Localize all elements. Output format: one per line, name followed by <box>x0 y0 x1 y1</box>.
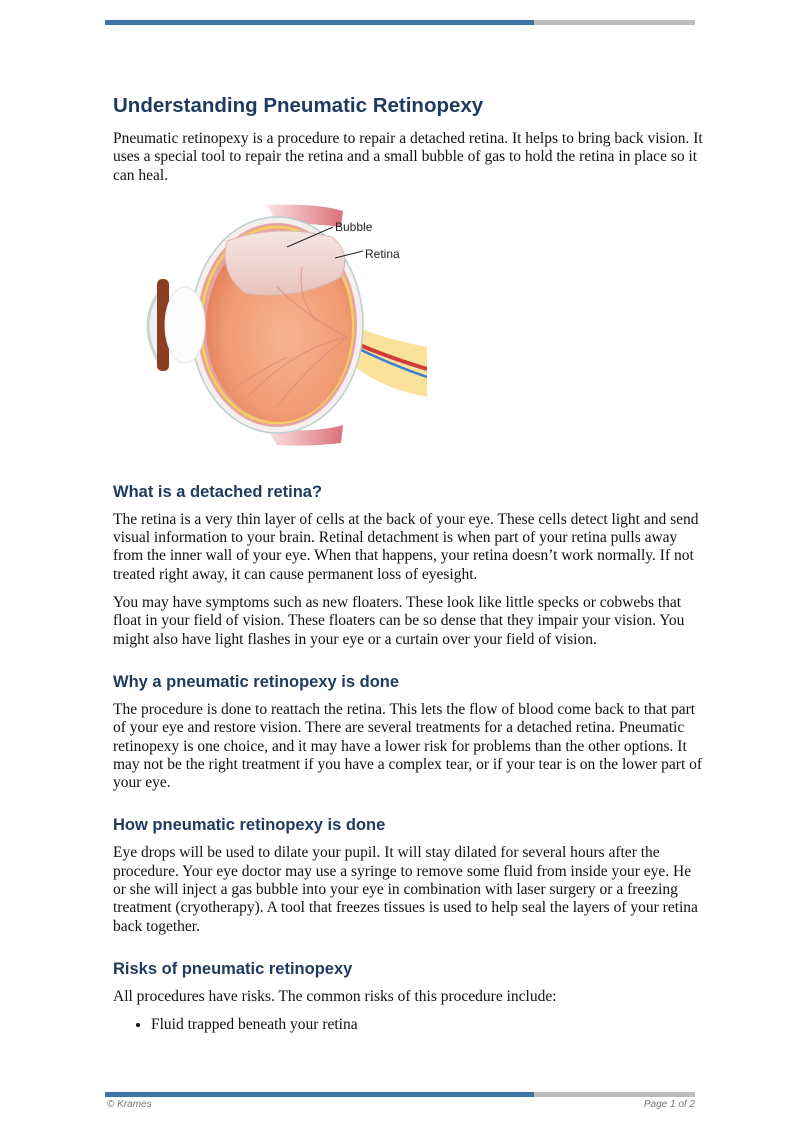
list-item: • Fluid trapped beneath your retina <box>151 1016 703 1034</box>
section-paragraph: All procedures have risks. The common risks of this procedure include: <box>113 987 557 1005</box>
header-bar-accent <box>105 20 534 25</box>
section-how-done <box>113 814 703 935</box>
header-bar <box>105 20 695 25</box>
section-paragraph: The retina is a very thin layer of cells at the back of your eye. These cells detect light and send visual information to your brain. Retinal detachment is when part of your retina pulls away from the inner wall of your eye. When that happens, your retina doesn’t work normally. If not treated right away, it can cause permanent loss of eyesight. <box>113 510 699 583</box>
section-risks <box>113 958 703 1035</box>
footer-bar <box>105 1092 695 1097</box>
risk-list <box>113 1016 703 1034</box>
document-body <box>113 92 703 1035</box>
retina-label: Retina <box>365 246 400 261</box>
section-heading: How pneumatic retinopexy is done <box>113 816 386 835</box>
bubble-label: Bubble <box>335 219 373 234</box>
intro-paragraph: Pneumatic retinopexy is a procedure to repair a detached retina. It helps to bring back vision. It uses a special tool to repair the retina and a small bubble of gas to hold the retina in place so it can heal. <box>113 130 703 184</box>
footer-bar-accent <box>105 1092 534 1097</box>
section-heading: Why a pneumatic retinopexy is done <box>113 672 400 691</box>
footer-bar-rest <box>534 1092 695 1097</box>
section-paragraph: You may have symptoms such as new floaters. These look like little specks or cobwebs that float in your field of vision. These floaters can be so dense that they impair your vision. You might also have light flashes in your eye or a curtain over your field of vision. <box>113 594 685 648</box>
header-bar-rest <box>534 20 695 25</box>
eye-illustration <box>127 197 427 457</box>
section-why-done <box>113 671 703 792</box>
section-detached-retina <box>113 481 703 649</box>
eye-diagram <box>127 197 427 457</box>
section-heading: Risks of pneumatic retinopexy <box>113 959 353 978</box>
copyright-text: © Krames <box>107 1099 152 1110</box>
page-title: Understanding Pneumatic Retinopexy <box>113 94 484 117</box>
lens <box>165 287 205 363</box>
section-heading: What is a detached retina? <box>113 482 323 501</box>
section-paragraph: Eye drops will be used to dilate your pupil. It will stay dilated for several hours after the procedure. Your eye doctor may use a syringe to remove some fluid from inside your eye. He or she will inject a gas bubble into your eye in combination with laser surgery or a freezing treatment (cryotherapy). A tool that freezes tissues is used to help seal the layers of your retina back together. <box>113 844 698 935</box>
page-number: Page 1 of 2 <box>643 1099 695 1110</box>
section-paragraph: The procedure is done to reattach the retina. This lets the flow of blood come back to that part of your eye and restore vision. There are several treatments for a detached retina. Pneumatic retinopexy is one choice, and it may have a lower risk for problems than the other options. It may not be the right treatment if you have a complex tear, or if your tear is on the lower part of your eye. <box>113 700 703 792</box>
